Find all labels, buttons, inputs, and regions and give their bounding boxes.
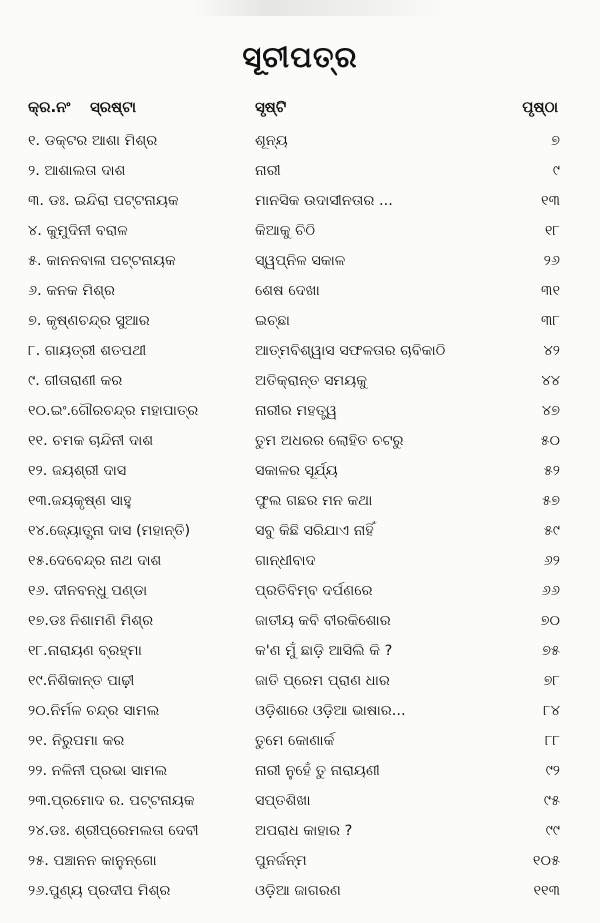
entry-page: ୯୫ [543,793,560,809]
table-row [0,396,600,426]
entry-page: ୩୧ [541,283,560,299]
entry-page: ୪୪ [541,373,560,389]
table-header [0,98,600,124]
entry-page: ୩୮ [541,313,560,329]
entry-page: ୮୪ [543,703,560,719]
entry-page: ୧୦୫ [532,853,560,869]
entry-work: ପୁନର୍ଜନ୍ମ [255,853,307,869]
table-row [0,186,600,216]
entry-work: ଶୂନ୍ୟ [255,133,288,149]
entry-work: ପ୍ରତିବିମ୍ବ ଦର୍ପଣରେ [255,583,373,599]
entry-work: ଓଡ଼ିଶାରେ ଓଡ଼ିଆ ଭାଷାର... [255,703,406,719]
contents-list [0,126,600,906]
entry-author: ୩. ଡଃ. ଇନ୍ଦିରା ପଟ୍ଟନାୟକ [28,193,179,209]
entry-page: ୧୮ [544,223,560,239]
table-row [0,426,600,456]
entry-work: ଓଡ଼ିଆ ଜାଗରଣ [255,883,341,899]
table-row [0,546,600,576]
entry-author: ୭. କୃଷ୍ଣଚନ୍ଦ୍ର ସୁଆର [28,313,150,329]
table-row [0,276,600,306]
table-row [0,816,600,846]
entry-author: ୬. କନକ ମିଶ୍ର [28,283,115,299]
entry-page: ୭୦ [540,613,560,629]
entry-page: ୪୨ [543,343,560,359]
table-row [0,726,600,756]
entry-work: ଶେଷ ଦେଖା [255,283,320,299]
table-row [0,696,600,726]
entry-work: ତୁମ ଅଧରର ଲୋହିତ ଚଟରୁ [255,433,404,449]
entry-author: ୨୦.ନିର୍ମଳ ଚନ୍ଦ୍ର ସାମଲ [28,703,160,719]
entry-work: ସକାଳର ସୂର୍ଯ୍ୟ [255,463,338,479]
entry-page: ୬୬ [541,583,560,599]
entry-page: ୭୮ [543,673,560,689]
entry-page: ୭୫ [542,643,560,659]
entry-page: ୬୨ [543,553,560,569]
entry-page: ୭ [551,133,560,149]
table-row [0,246,600,276]
entry-author: ୧୭.ଡଃ ନିଶାମଣି ମିଶ୍ର [28,613,154,629]
table-row [0,156,600,186]
entry-author: ୪. କୁମୁଦିନୀ ବରାଳ [28,223,128,239]
entry-work: ସପ୍ତଶିଖା [255,793,311,809]
entry-author: ୮. ଗାୟତ୍ରୀ ଶତପଥୀ [28,343,147,359]
table-row [0,516,600,546]
table-row [0,876,600,906]
table-row [0,846,600,876]
entry-work: ଅତିକ୍ରାନ୍ତ ସମୟକୁ [255,373,367,389]
scan-smudge [190,0,450,16]
entry-page: ୫୯ [543,523,560,539]
entry-author: ୨୨. ନଳିନୀ ପ୍ରଭା ସାମଲ [28,763,168,779]
table-row [0,456,600,486]
table-row [0,336,600,366]
entry-page: ୧୧୩ [533,883,560,899]
entry-work: ଆତ୍ମବିଶ୍ୱାସ ସଫଳତାର ଚାବିକାଠି [255,343,446,359]
entry-work: ନାରୀ [255,163,281,179]
table-row [0,216,600,246]
entry-page: ୨୬ [543,253,560,269]
entry-author: ୧୧. ଚମକ ଚାନ୍ଦିନୀ ଦାଶ [28,433,154,449]
entry-work: ଫୁଲ ଗଛର ମନ କଥା [255,493,373,509]
entry-author: ୧. ଡକ୍ଟର ଆଶା ମିଶ୍ର [28,133,158,149]
entry-author: ୧୯.ନିଶିକାନ୍ତ ପାଢ଼ୀ [28,673,135,689]
entry-work: ତୁମେ କୋଣାର୍କ [255,733,335,749]
table-row [0,786,600,816]
table-row [0,366,600,396]
entry-work: କିଆକୁ ଚିଠି [255,223,316,239]
entry-author: ୨୫. ପଞ୍ଚାନନ କାନୁନ୍‌ଗୋ [28,853,157,869]
entry-work: ଗାନ୍ଧୀବାଦ [255,553,316,569]
entry-author: ୯. ଗୀତାରାଣୀ କର [28,373,123,389]
header-page: ପୃଷ୍ଠା [522,98,558,116]
entry-page: ୫୨ [543,463,560,479]
entry-author: ୧୬. ଦୀନବନ୍ଧୁ ପଣ୍ଡା [28,583,148,599]
entry-page: ୮୮ [544,733,560,749]
entry-page: ୯୨ [545,763,560,779]
table-row [0,126,600,156]
entry-work: ସ୍ୱପ୍ନିଳ ସକାଳ [255,253,346,269]
table-row [0,666,600,696]
header-serial: କ୍ର.ନଂ [28,98,71,116]
entry-author: ୨୩.ପ୍ରମୋଦ ର. ପଟ୍ଟନାୟକ [28,793,195,809]
entry-author: ୨୬.ପୁଣ୍ୟ ପ୍ରଦୀପ ମିଶ୍ର [28,883,171,899]
entry-author: ୧୦.ଇଂ.ଗୌରଚନ୍ଦ୍ର ମହାପାତ୍ର [28,403,199,419]
entry-author: ୨୧. ନିରୁପମା କର [28,733,125,749]
page-title: ସୂଚୀପତ୍ର [242,40,358,74]
entry-page: ୯ [552,163,560,179]
entry-work: ମାନସିକ ଉଦାସୀନତାର ... [255,193,393,209]
entry-page: ୫୦ [540,433,560,449]
entry-work: ନାରୀ ନୁହେଁ ତୁ ନାରାୟଣୀ [255,763,380,779]
entry-page: ୫୭ [542,493,560,509]
entry-work: ନାରୀର ମହତ୍ତ୍ୱ [255,403,337,419]
entry-author: ୧୫.ଦେବେନ୍ଦ୍ର ନାଥ ଦାଶ [28,553,162,569]
entry-work: କ'ଣ ମୁଁ ଛାଡ଼ି ଆସିଲି କି ? [255,643,393,659]
table-row [0,306,600,336]
entry-page: ୪୭ [541,403,560,419]
table-row [0,636,600,666]
entry-author: ୧୩.ଜୟକୃଷ୍ଣ ସାହୁ [28,493,132,509]
entry-page: ୯୯ [545,823,560,839]
table-row [0,486,600,516]
entry-work: ଜାତି ପ୍ରେମ ପ୍ରାଣ ଧାର [255,673,390,689]
entry-page: ୧୩ [541,193,560,209]
entry-work: ସବୁ କିଛି ସରିଯାଏ ନାହିଁ [255,523,374,539]
entry-author: ୫. କାନନବାଳା ପଟ୍ଟନାୟକ [28,253,176,269]
entry-author: ୧୮.ନାରାୟଣ ବ୍ରହ୍ମା [28,643,142,659]
table-row [0,606,600,636]
header-author: ସ୍ରଷ୍ଟା [90,98,137,116]
table-row [0,576,600,606]
entry-author: ୧୪.ଜ୍ୟୋତ୍ସ୍ନା ଦାସ (ମହାନ୍ତି) [28,523,191,539]
entry-work: ଇଚ୍ଛା [255,313,290,329]
entry-work: ଜାତୀୟ କବି ବୀରକିଶୋର [255,613,391,629]
entry-author: ୨. ଆଶାଲତା ଦାଶ [28,163,126,179]
entry-author: ୨୪.ଡଃ. ଶ୍ରୀପ୍ରେମଲତା ଦେବୀ [28,823,199,839]
table-row [0,756,600,786]
entry-author: ୧୨. ଜୟଶ୍ରୀ ଦାସ [28,463,127,479]
header-work: ସୃଷ୍ଟି [255,98,287,116]
entry-work: ଅପରାଧ କାହାର ? [255,823,353,839]
